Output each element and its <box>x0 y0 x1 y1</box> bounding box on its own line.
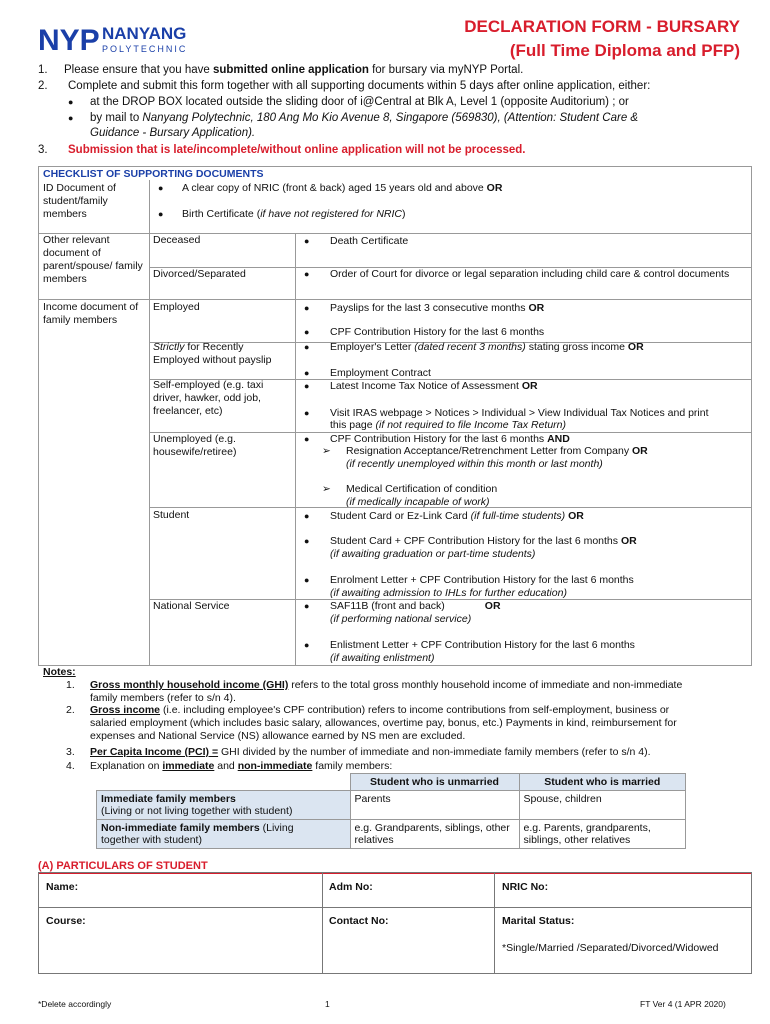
instruction-3: 3. Submission that is late/incomplete/without online application will not be processed. <box>38 144 526 156</box>
nric-item: ● A clear copy of NRIC (front & back) aged 15 years old and above OR <box>158 182 503 194</box>
immediate-row-header: Immediate family members (Living or not living together with student) <box>97 791 351 820</box>
note-1-cont: family members (refer to s/n 4). <box>90 692 236 704</box>
medical-item: ➢ Medical Certification of condition <box>322 483 498 495</box>
name-field[interactable]: Name: <box>46 881 79 893</box>
marital-status-options: *Single/Married /Separated/Divorced/Widowed <box>502 942 719 954</box>
form-title: DECLARATION FORM - BURSARY <box>464 17 740 36</box>
student-cpf-note: (if awaiting graduation or part-time students) <box>330 548 536 560</box>
enrolment-item: ● Enrolment Letter + CPF Contribution History for the last 6 months <box>304 574 634 586</box>
logo-mark: NYP <box>38 24 100 56</box>
medical-note: (if medically incapable of work) <box>346 496 490 508</box>
enrolment-note: (if awaiting admission to IHLs for further education) <box>330 587 567 599</box>
other-document-label: Other relevant document of parent/spouse/ family members <box>43 234 143 285</box>
form-subtitle: (Full Time Diploma and PFP) <box>509 41 740 60</box>
saf-item: ● SAF11B (front and back) OR <box>304 600 501 612</box>
note-3: 3. Per Capita Income (PCI) = GHI divided by the number of immediate and non-immediate family members (refer to s/n 4). <box>66 746 651 758</box>
cell-grand-married: e.g. Parents, grandparents, siblings, other relatives <box>519 820 686 849</box>
deceased-label: Deceased <box>153 234 201 246</box>
marital-status-field[interactable]: Marital Status: <box>502 915 575 927</box>
tax-notice-item: ● Latest Income Tax Notice of Assessment OR <box>304 380 538 392</box>
income-document-label: Income document of family members <box>43 301 139 326</box>
logo-sub: POLYTECHNIC <box>102 44 188 54</box>
particulars-heading: (A) PARTICULARS OF STUDENT <box>38 860 752 874</box>
enlistment-item: ● Enlistment Letter + CPF Contribution History for the last 6 months <box>304 639 635 651</box>
note-2-cont-b: expenses and National Service (NS) allowance earned by NS men are excluded. <box>90 730 466 742</box>
recently-employed-label: Strictly for Recently Employed without payslip <box>153 341 272 366</box>
instruction-2: 2. Complete and submit this form together with all supporting documents within 5 days after online application, either: <box>38 80 651 92</box>
checklist-heading: CHECKLIST OF SUPPORTING DOCUMENTS <box>43 168 264 180</box>
nonimmediate-row-header: Non-immediate family members (Living together with student) <box>97 820 351 849</box>
cell-spouse: Spouse, children <box>519 791 686 820</box>
resignation-item: ➢ Resignation Acceptance/Retrenchment Letter from Company OR <box>322 445 648 457</box>
col-married: Student who is married <box>519 774 686 791</box>
course-field[interactable]: Course: <box>46 915 86 927</box>
id-document-label: ID Document of student/family members <box>43 182 116 220</box>
student-card-item: ● Student Card or Ez-Link Card (if full-time students) OR <box>304 510 584 522</box>
payslips-item: ● Payslips for the last 3 consecutive months OR <box>304 302 545 314</box>
instruction-bullet-2-cont: Guidance - Bursary Application). <box>90 127 256 139</box>
divorced-label: Divorced/Separated <box>153 268 246 280</box>
particulars-box <box>38 872 752 974</box>
cpf-item: ● CPF Contribution History for the last 6 months <box>304 326 545 338</box>
student-label: Student <box>153 509 190 521</box>
family-members-table <box>96 773 686 849</box>
resignation-note: (if recently unemployed within this month or last month) <box>346 458 603 470</box>
notes-heading: Notes: <box>43 666 76 678</box>
nyp-logo <box>38 22 198 56</box>
employed-label: Employed <box>153 301 200 313</box>
employment-contract-item: ● Employment Contract <box>304 367 431 379</box>
cpf-and-item: ● CPF Contribution History for the last 6 months AND <box>304 433 570 445</box>
national-service-label: National Service <box>153 600 230 612</box>
version-label: FT Ver 4 (1 APR 2020) <box>640 999 726 1009</box>
note-2: 2. Gross income (i.e. including employee's CPF contribution) refers to income contributions from self-employment, business or <box>66 704 670 716</box>
employer-letter-item: ● Employer's Letter (dated recent 3 months) stating gross income OR <box>304 341 644 353</box>
note-2-cont-a: salaried employment (which includes basic salary, allowances, overtime pay, bonus, etc.) Payments in kind, reimbursement for <box>90 717 677 729</box>
court-order-item: ● Order of Court for divorce or legal separation including child care & control documents <box>304 268 730 280</box>
birth-cert-item: ● Birth Certificate (if have not registered for NRIC) <box>158 208 406 220</box>
cell-parents: Parents <box>350 791 519 820</box>
nric-field[interactable]: NRIC No: <box>502 881 549 893</box>
page-number: 1 <box>325 999 330 1009</box>
saf-note: (if performing national service) <box>330 613 472 625</box>
footer-note: *Delete accordingly <box>38 999 112 1009</box>
iras-item: ● Visit IRAS webpage > Notices > Individual > View Individual Tax Notices and print <box>304 407 709 419</box>
instruction-bullet-2: ● by mail to Nanyang Polytechnic, 180 Ang Mo Kio Avenue 8, Singapore (569830), (Attention: Student Care & <box>68 112 639 124</box>
logo-name: NANYANG <box>102 24 187 43</box>
note-4: 4. Explanation on immediate and non-immediate family members: <box>66 760 393 772</box>
adm-no-field[interactable]: Adm No: <box>329 881 373 893</box>
iras-item-cont: this page (if not required to file Income Tax Return) <box>330 419 566 431</box>
note-1: 1. Gross monthly household income (GHI) refers to the total gross monthly household income of immediate and non-immediate <box>66 679 683 691</box>
instruction-bullet-1: ● at the DROP BOX located outside the sliding door of i@Central at Blk A, Level 1 (opposite Auditorium) ; or <box>68 96 629 108</box>
self-employed-label: Self-employed (e.g. taxi driver, hawker, odd job, freelancer, etc) <box>153 379 264 417</box>
student-cpf-item: ● Student Card + CPF Contribution History for the last 6 months OR <box>304 535 637 547</box>
contact-no-field[interactable]: Contact No: <box>329 915 389 927</box>
death-cert-item: ● Death Certificate <box>304 235 409 247</box>
instruction-1: 1. Please ensure that you have submitted online application for bursary via myNYP Portal. <box>38 64 524 76</box>
cell-grand-unmarried: e.g. Grandparents, siblings, other relatives <box>350 820 519 849</box>
enlistment-note: (if awaiting enlistment) <box>330 652 435 664</box>
unemployed-label: Unemployed (e.g. housewife/retiree) <box>153 433 237 458</box>
col-unmarried: Student who is unmarried <box>350 774 519 791</box>
